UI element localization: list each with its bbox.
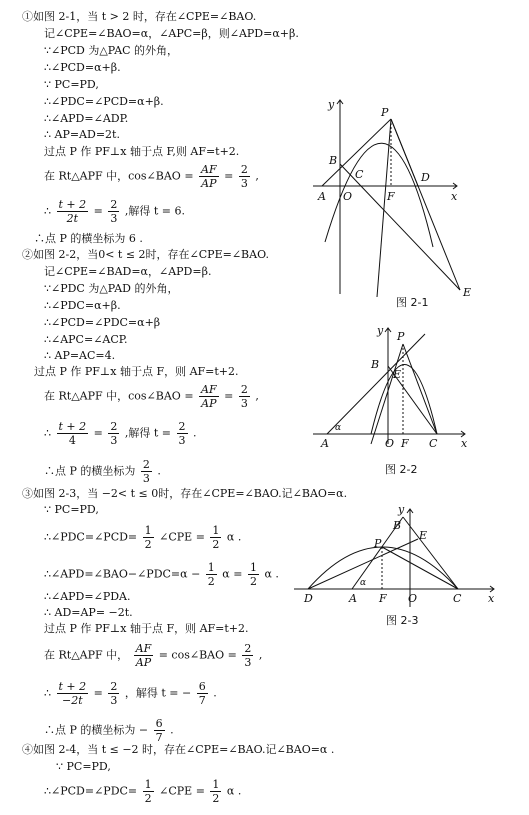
label-E: E: [463, 286, 472, 299]
s2-line7: ∴ AP=AC=4.: [44, 349, 116, 362]
label-A: A: [321, 437, 329, 450]
figure-2-1: [305, 92, 485, 302]
s4-line2: ∵ PC=PD,: [56, 760, 111, 773]
label-D: D: [304, 592, 313, 605]
label-C: C: [429, 437, 438, 450]
s3-line8: 在 Rt△APF 中， $\frac{AF}{AP}$ = cos∠BAO = $\frac{2}{3}$ ,: [44, 642, 263, 669]
s2-line11: ∴点 P 的横坐标为 $\frac{2}{3}$ .: [44, 458, 161, 485]
line-AP: [327, 334, 425, 434]
figure-2-2: [305, 320, 475, 452]
fraction: $\frac{AF}{AP}$: [135, 642, 152, 669]
fraction: $\frac{2}{3}$: [110, 198, 118, 225]
s2-line9: 在 Rt△APF 中，cos∠BAO = $\frac{AF}{AP}$ = $\frac{2}{3}$ ,: [44, 383, 259, 410]
fraction: $\frac{2}{3}$: [110, 680, 118, 707]
s3-line10: ∴点 P 的横坐标为 − $\frac{6}{7}$ .: [44, 717, 174, 744]
s1-line10: 在 Rt△APF 中，cos∠BAO = $\frac{AF}{AP}$ = $\frac{2}{3}$ ,: [44, 163, 259, 190]
label-F: F: [401, 437, 409, 450]
fraction: $\frac{AF}{AP}$: [201, 163, 217, 190]
s4-line1: ④如图 2-4，当 t ≤ −2 时，存在∠CPE=∠BAO.记∠BAO=α .: [22, 743, 335, 756]
line-BE: [340, 164, 460, 290]
s1-line9: 过点 P 作 PF⊥x 轴于点 F,则 AF=t+2.: [44, 145, 240, 158]
label-D: D: [421, 171, 430, 184]
label-y: y: [328, 98, 335, 111]
s3-line7: 过点 P 作 PF⊥x 轴于点 F，则 AF=t+2.: [44, 622, 249, 635]
line-PC: [403, 344, 437, 434]
s1-line3: ∵∠PCD 为△PAC 的外角，: [44, 44, 179, 57]
label-E: E: [393, 368, 402, 381]
label-alpha: α: [360, 578, 367, 588]
fraction: $\frac{6}{7}$: [155, 717, 163, 744]
figure-2-2-caption: 图 2-2: [385, 463, 418, 476]
fraction: $\frac{1}{2}$: [144, 778, 152, 805]
label-C: C: [453, 592, 462, 605]
label-P: P: [381, 106, 389, 119]
label-C: C: [355, 168, 364, 181]
line-PC: [382, 547, 458, 589]
fraction: $\frac{1}{2}$: [249, 561, 257, 588]
label-O: O: [408, 592, 418, 605]
label-O: O: [385, 437, 395, 450]
fraction: $\frac{6}{7}$: [198, 680, 206, 707]
fraction: $\frac{t + 2}{-2t}$: [58, 680, 87, 707]
s3-line2: ∵ PC=PD,: [44, 503, 99, 516]
figure-2-1-caption: 图 2-1: [396, 296, 429, 309]
label-E: E: [419, 529, 428, 542]
s3-line6: ∴ AD=AP= −2t.: [44, 606, 133, 619]
parabola: [325, 143, 433, 247]
label-x: x: [488, 592, 495, 605]
fraction: $\frac{2}{3}$: [244, 642, 252, 669]
s1-line2: 记∠CPE=∠BAO=α，∠APC=β，则∠APD=α+β.: [44, 27, 299, 40]
s2-line1: ②如图 2-2，当0< t ≤ 2时，存在∠CPE=∠BAO.: [22, 248, 269, 261]
label-alpha: α: [335, 423, 342, 433]
s1-line12: ∴点 P 的横坐标为 6 .: [34, 232, 143, 245]
fraction: $\frac{AF}{AP}$: [201, 383, 217, 410]
s2-line3: ∵∠PDC 为△PAD 的外角，: [44, 282, 179, 295]
label-O: O: [343, 190, 353, 203]
s3-line5: ∴∠APD=∠PDA.: [44, 590, 131, 603]
s2-line10: ∴ $\frac{t + 2}{4}$ = $\frac{2}{3}$ ,解得 t = $\frac{2}{3}$ .: [44, 420, 197, 447]
s1-line6: ∴∠PDC=∠PCD=α+β.: [44, 95, 164, 108]
line-PD: [391, 119, 418, 186]
fraction: $\frac{t + 2}{2t}$: [58, 198, 87, 225]
s1-line4: ∴∠PCD=α+β.: [44, 61, 121, 74]
figure-2-3: [290, 503, 505, 621]
label-P: P: [397, 330, 405, 343]
label-B: B: [393, 519, 402, 532]
label-x: x: [461, 437, 468, 450]
s3-line4: ∴∠APD=∠BAO−∠PDC=α − $\frac{1}{2}$ α = $\frac{1}{2}$ α .: [44, 561, 279, 588]
fraction: $\frac{2}{3}$: [142, 458, 150, 485]
label-A: A: [349, 592, 357, 605]
fraction: $\frac{2}{3}$: [240, 383, 248, 410]
s2-line8: 过点 P 作 PF⊥x 轴于点 F，则 AF=t+2.: [34, 365, 239, 378]
s2-line4: ∴∠PDC=α+β.: [44, 299, 121, 312]
s3-line1: ③如图 2-3，当 −2< t ≤ 0时，存在∠CPE=∠BAO.记∠BAO=α.: [22, 487, 348, 500]
label-B: B: [371, 358, 380, 371]
s1-line1: ①如图 2-1，当 t > 2 时，存在∠CPE=∠BAO.: [22, 10, 257, 23]
s1-line8: ∴ AP=AD=2t.: [44, 128, 120, 141]
fraction: $\frac{1}{2}$: [212, 778, 220, 805]
label-F: F: [387, 190, 395, 203]
fraction: $\frac{1}{2}$: [207, 561, 215, 588]
s2-line5: ∴∠PCD=∠PDC=α+β: [44, 316, 161, 329]
s1-line11: ∴ $\frac{t + 2}{2t}$ = $\frac{2}{3}$ ,解得 t = 6.: [44, 198, 185, 225]
fraction: $\frac{2}{3}$: [110, 420, 118, 447]
fraction: $\frac{2}{3}$: [178, 420, 186, 447]
label-y: y: [377, 324, 384, 337]
s4-line3: ∴∠PCD=∠PDC= $\frac{1}{2}$ ∠CPE = $\frac{1}{2}$ α .: [44, 778, 242, 805]
label-x: x: [451, 190, 458, 203]
s2-line6: ∴∠APC=∠ACP.: [44, 333, 128, 346]
fraction: $\frac{1}{2}$: [212, 524, 220, 551]
label-A: A: [318, 190, 326, 203]
label-P: P: [374, 537, 382, 550]
parabola: [308, 547, 458, 589]
line-P-down: [377, 119, 391, 297]
s3-line3: ∴∠PDC=∠PCD= $\frac{1}{2}$ ∠CPE = $\frac{1}{2}$ α .: [44, 524, 242, 551]
s1-line7: ∴∠APD=∠ADP.: [44, 112, 129, 125]
fraction: $\frac{t + 2}{4}$: [58, 420, 87, 447]
parabola: [371, 365, 437, 435]
s1-line5: ∵ PC=PD,: [44, 78, 99, 91]
s3-line9: ∴ $\frac{t + 2}{-2t}$ = $\frac{2}{3}$ ，解得 t = − $\frac{6}{7}$ .: [44, 680, 217, 707]
label-B: B: [329, 154, 338, 167]
label-y: y: [398, 503, 405, 516]
label-F: F: [379, 592, 387, 605]
figure-2-3-caption: 图 2-3: [386, 614, 419, 627]
fraction: $\frac{2}{3}$: [240, 163, 248, 190]
fraction: $\frac{1}{2}$: [144, 524, 152, 551]
s2-line2: 记∠CPE=∠BAD=α，∠APD=β.: [44, 265, 212, 278]
